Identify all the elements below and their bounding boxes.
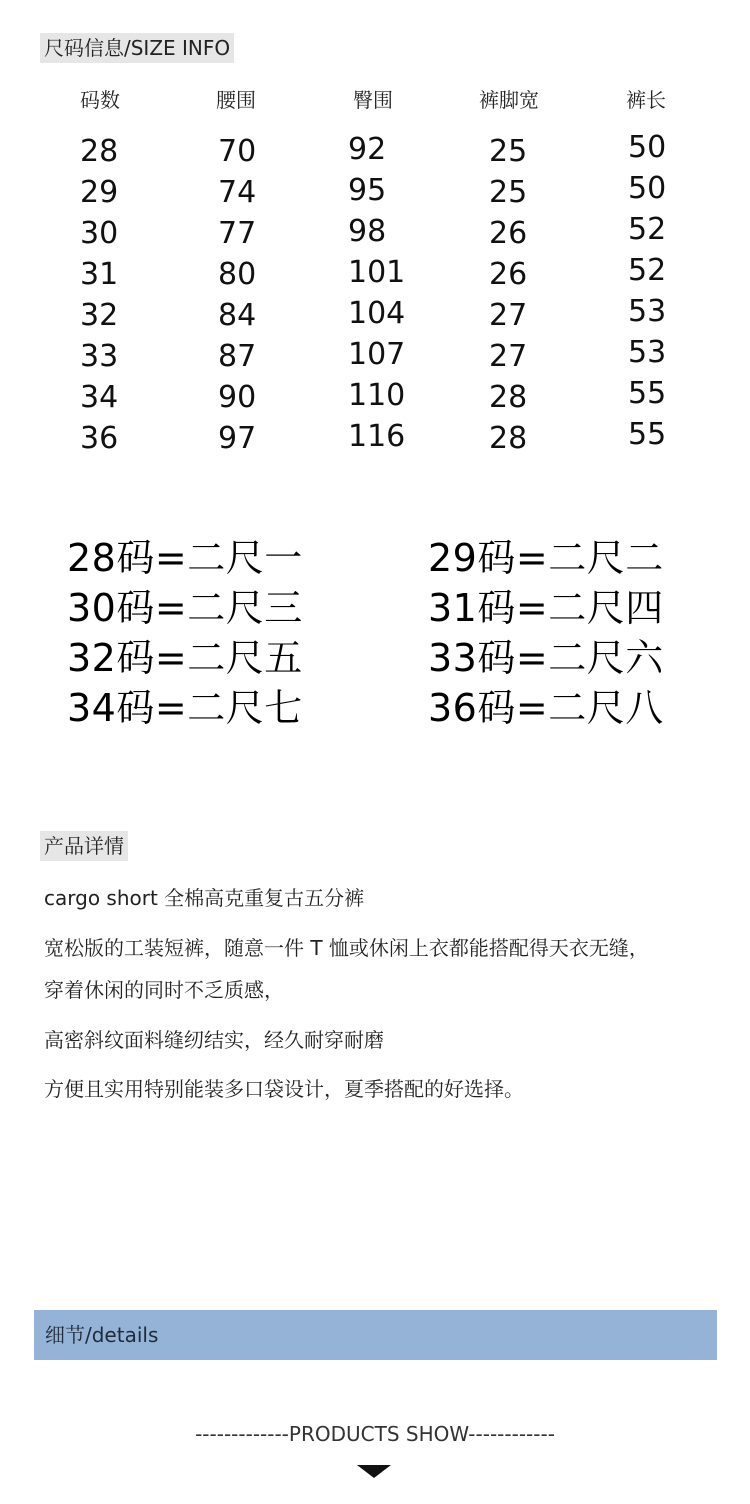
products-show-label: -------------PRODUCTS SHOW------------ xyxy=(195,1422,555,1446)
table-cell: 31 xyxy=(80,257,119,292)
header-size: 码数 xyxy=(80,88,120,112)
description-line: cargo short 全棉高克重复古五分裤 xyxy=(44,886,365,910)
waist-column xyxy=(218,131,256,459)
table-cell: 84 xyxy=(218,298,257,333)
table-cell: 36 xyxy=(80,421,119,456)
arrow-down-icon xyxy=(357,1465,391,1478)
leg-opening-column xyxy=(489,131,527,459)
product-detail-title: 产品详情 xyxy=(40,831,128,861)
table-cell: 116 xyxy=(348,419,406,454)
size-info-title: 尺码信息/SIZE INFO xyxy=(40,33,234,63)
table-cell: 101 xyxy=(348,255,406,290)
conversion-item: 31码=二尺四 xyxy=(428,586,664,630)
table-cell: 33 xyxy=(80,339,119,374)
table-cell: 28 xyxy=(489,380,528,415)
header-length: 裤长 xyxy=(626,88,666,112)
table-cell: 110 xyxy=(348,378,406,413)
table-cell: 28 xyxy=(80,134,119,169)
table-cell: 74 xyxy=(218,175,257,210)
table-cell: 25 xyxy=(489,175,528,210)
table-cell: 52 xyxy=(628,253,667,288)
table-cell: 90 xyxy=(218,380,257,415)
table-cell: 77 xyxy=(218,216,257,251)
table-cell: 50 xyxy=(628,130,667,165)
table-cell: 55 xyxy=(628,376,667,411)
conversion-item: 36码=二尺八 xyxy=(428,686,664,730)
table-cell: 28 xyxy=(489,421,528,456)
table-cell: 27 xyxy=(489,298,528,333)
table-cell: 26 xyxy=(489,216,528,251)
table-cell: 52 xyxy=(628,212,667,247)
description-line: 穿着休闲的同时不乏质感， xyxy=(44,978,284,1002)
conversion-item: 29码=二尺二 xyxy=(428,536,664,580)
description-line: 方便且实用特别能装多口袋设计，夏季搭配的好选择。 xyxy=(44,1077,524,1101)
table-cell: 107 xyxy=(348,337,406,372)
table-cell: 50 xyxy=(628,171,667,206)
table-cell: 95 xyxy=(348,173,387,208)
table-cell: 70 xyxy=(218,134,257,169)
conversion-right-list xyxy=(428,533,664,733)
description-line: 宽松版的工装短裤，随意一件 T 恤或休闲上衣都能搭配得天衣无缝， xyxy=(44,936,649,960)
table-cell: 92 xyxy=(348,132,387,167)
size-column xyxy=(80,131,118,459)
table-cell: 104 xyxy=(348,296,406,331)
conversion-left-list xyxy=(67,533,303,733)
table-cell: 55 xyxy=(628,417,667,452)
table-cell: 34 xyxy=(80,380,119,415)
conversion-item: 32码=二尺五 xyxy=(67,636,303,680)
table-cell: 27 xyxy=(489,339,528,374)
header-leg-opening: 裤脚宽 xyxy=(479,88,539,112)
conversion-item: 30码=二尺三 xyxy=(67,586,303,630)
header-hip: 臀围 xyxy=(353,88,393,112)
details-section-bar: 细节/details xyxy=(34,1310,717,1360)
header-waist: 腰围 xyxy=(216,88,256,112)
table-cell: 30 xyxy=(80,216,119,251)
table-cell: 26 xyxy=(489,257,528,292)
table-cell: 25 xyxy=(489,134,528,169)
description-line: 高密斜纹面料缝纫结实，经久耐穿耐磨 xyxy=(44,1028,384,1052)
table-cell: 98 xyxy=(348,214,387,249)
conversion-item: 34码=二尺七 xyxy=(67,686,303,730)
length-column xyxy=(628,127,666,455)
table-cell: 87 xyxy=(218,339,257,374)
table-cell: 97 xyxy=(218,421,257,456)
conversion-item: 28码=二尺一 xyxy=(67,536,303,580)
table-cell: 29 xyxy=(80,175,119,210)
table-cell: 32 xyxy=(80,298,119,333)
table-cell: 80 xyxy=(218,257,257,292)
hip-column xyxy=(348,129,405,457)
table-cell: 53 xyxy=(628,294,667,329)
conversion-item: 33码=二尺六 xyxy=(428,636,664,680)
table-cell: 53 xyxy=(628,335,667,370)
